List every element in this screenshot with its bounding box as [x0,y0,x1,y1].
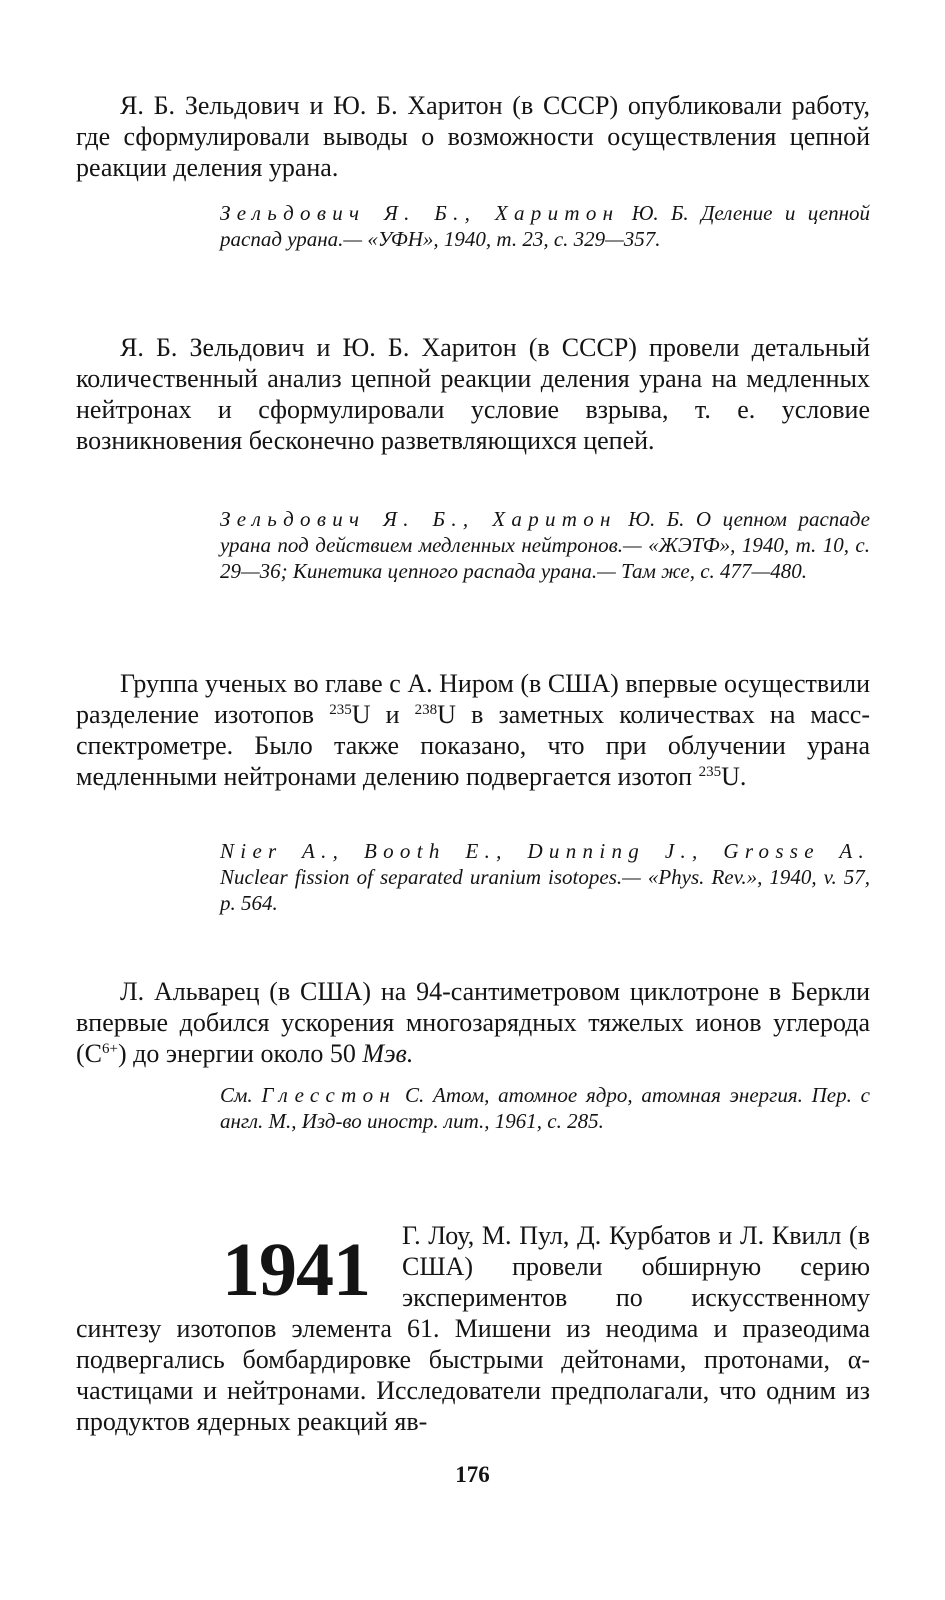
entry-text [76,976,870,1069]
reference-lead: См. [220,1083,262,1107]
reference-details: Ю. Б. О цепном распаде урана под действием медленных нейтронов.— «ЖЭТФ», 1940, т. 10, с. 29—36; Кинетика цепного распада урана.— Там же, с. 477—480. [220,507,870,583]
ion-charge: 6+ [102,1041,118,1057]
entry-text-part: и [370,700,415,729]
reference-authors: Зельдович Я. Б., Харитон [220,201,620,225]
year-heading: 1941 [222,1228,370,1312]
entry-text-part: ) до энергии около 50 [117,1039,363,1068]
entry-reference [220,506,870,584]
isotope-mass-number: 235 [329,702,352,718]
reference-authors: Зельдович Я. Б., Харитон [220,507,617,531]
isotope-symbol: U. [721,762,747,791]
isotope-mass-number: 238 [414,702,438,718]
reference-authors: Nier A., Booth E., Dunning J., Grosse A. [220,839,870,863]
entry-text [76,668,870,792]
energy-unit: Мэв. [362,1039,414,1068]
entry-text-1941-content: Г. Лоу, М. Пул, Д. Курбатов и Л. Квилл (в США) провели обширную серию экспериментов по искусственному синтезу изотопов элемента 61. Мишени из неодима и празеодима подвергались бомбардировке быстрыми дейтонами, протонами, α-частицами и нейтронами. Исследователи предполагали, что одним из продуктов ядерных реакций яв- [76,1221,870,1436]
page-number: 176 [455,1462,490,1487]
reference-authors: Глесстон [261,1083,397,1107]
isotope-symbol: U [351,700,371,729]
isotope-mass-number: 235 [698,764,722,780]
entry-reference [220,838,870,916]
reference-details: Ю. Б. Деление и цепной распад урана.— «УФН», 1940, т. 23, с. 329—357. [220,201,870,251]
entry-reference [220,1082,870,1134]
entry-text-part: в заметных количествах на масс-спектрометре. Было также показано, что при облучении урана медленными нейтронами делению подвергается изотоп [76,700,870,791]
entry-text-1941 [76,1220,870,1437]
year-heading-space [76,1220,402,1313]
entry-text: Я. Б. Зельдович и Ю. Б. Харитон (в СССР) опубликовали работу, где сформулировали выводы о возможности осуществления цепной реакции деления урана. [76,91,870,182]
reference-details: Nuclear fission of separated uranium isotopes.— «Phys. Rev.», 1940, v. 57, p. 564. [220,865,870,915]
entry-text-part: Группа ученых во главе с А. Ниром (в США) впервые осуществили разделение изотопов [76,669,870,729]
entry-text: Я. Б. Зельдович и Ю. Б. Харитон (в СССР) провели детальный количественный анализ цепной реакции деления урана на медленных нейтронах и сформулировали условие взрыва, т. е. условие возникновения бесконечно разветвляющихся цепей. [76,333,870,455]
reference-details: С. Атом, атомное ядро, атомная энергия. Пер. с англ. М., Изд-во иностр. лит., 1961, с. 285. [220,1083,870,1133]
entry-text-part: Л. Альварец (в США) на 94-сантиметровом циклотроне в Беркли впервые добился ускорения многозарядных тяжелых ионов углерода (C [76,977,870,1068]
entry-reference [220,200,870,252]
isotope-symbol: U [437,700,456,729]
